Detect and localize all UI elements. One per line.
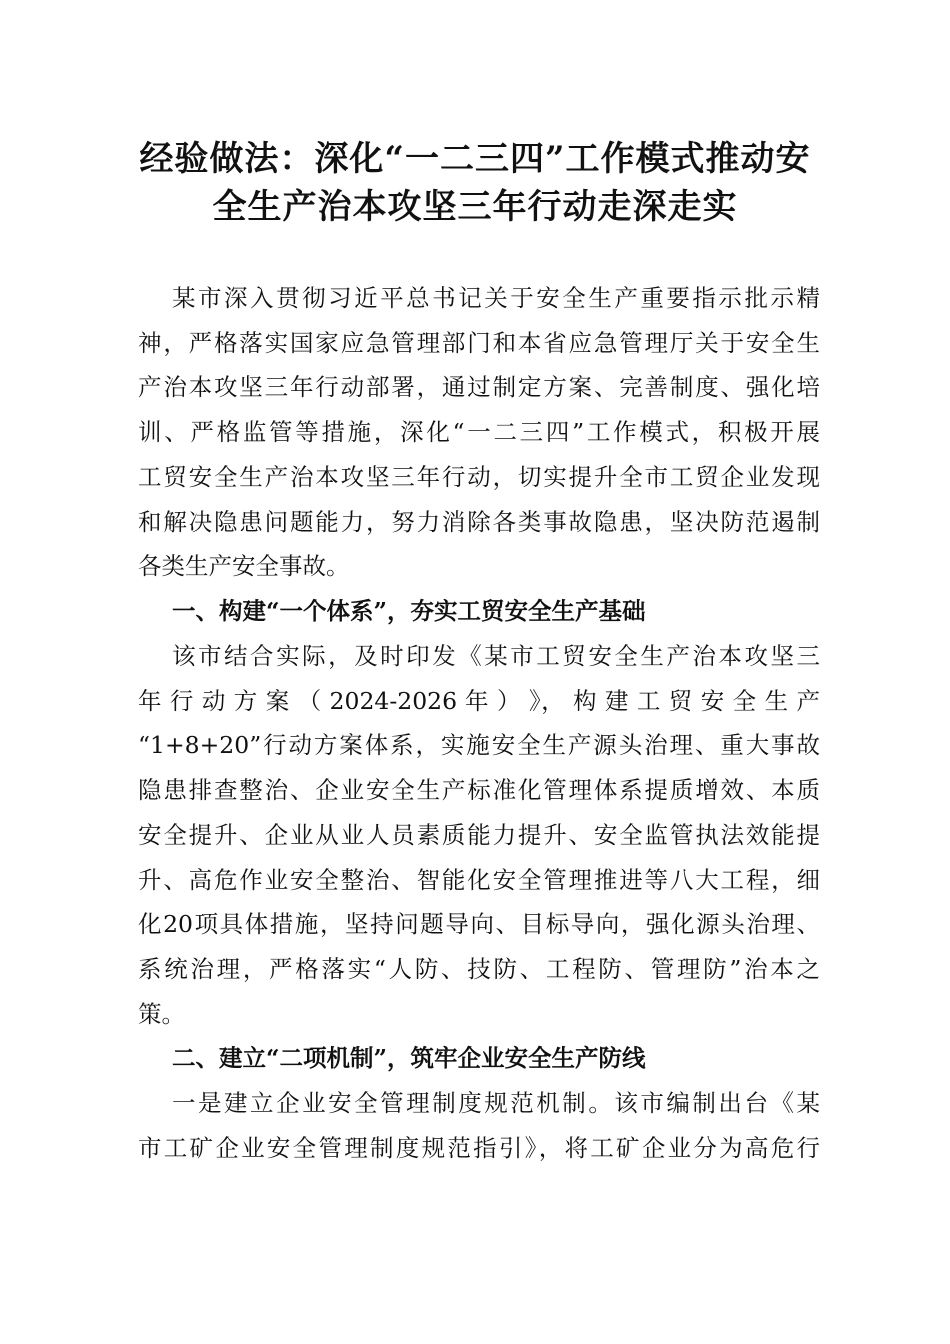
document-title-line-2: 全生产治本攻坚三年行动走深走实: [212, 187, 738, 227]
document-title-line-1: 经验做法：深化“一二三四”工作模式推动安: [139, 139, 811, 179]
section-1-line: 年 行 动 方 案 （ 2024-2026 年 ） 》， 构 建 工 贸 安 全 生 产: [138, 687, 820, 715]
section-1-line: 安全提升、企业从业人员素质能力提升、安全监管执法效能提: [138, 821, 820, 849]
intro-line: 训、严格监管等措施，深化“一二三四”工作模式，积极开展: [138, 418, 820, 446]
section-1-line: 隐患排查整治、企业安全生产标准化管理体系提质增效、本质: [138, 776, 820, 804]
section-2-heading: 二、建立“二项机制”，筑牢企业安全生产防线: [172, 1044, 646, 1072]
section-1-line: “1+8+20”行动方案体系，实施安全生产源头治理、重大事故: [138, 731, 820, 759]
intro-line: 工贸安全生产治本攻坚三年行动，切实提升全市工贸企业发现: [138, 463, 820, 491]
section-1-line: 该市结合实际，及时印发《某市工贸安全生产治本攻坚三: [172, 642, 820, 670]
section-1-line: 系统治理，严格落实“人防、技防、工程防、管理防”治本之: [138, 955, 820, 983]
intro-line: 各类生产安全事故。: [138, 552, 350, 580]
section-1-line: 策。: [138, 1000, 185, 1028]
section-1-line: 升、高危作业安全整治、智能化安全管理推进等八大工程，细: [138, 866, 820, 894]
section-1-line: 化20项具体措施，坚持问题导向、目标导向，强化源头治理、: [138, 910, 820, 938]
section-1-heading: 一、构建“一个体系”，夯实工贸安全生产基础: [172, 597, 646, 625]
intro-line: 和解决隐患问题能力，努力消除各类事故隐患，坚决防范遏制: [138, 508, 820, 536]
section-2-line: 一是建立企业安全管理制度规范机制。该市编制出台《某: [172, 1089, 820, 1117]
intro-line: 产治本攻坚三年行动部署，通过制定方案、完善制度、强化培: [138, 373, 820, 401]
intro-line: 某市深入贯彻习近平总书记关于安全生产重要指示批示精: [172, 284, 820, 312]
section-2-line: 市工矿企业安全管理制度规范指引》，将工矿企业分为高危行: [138, 1134, 820, 1162]
intro-line: 神，严格落实国家应急管理部门和本省应急管理厅关于安全生: [138, 329, 820, 357]
